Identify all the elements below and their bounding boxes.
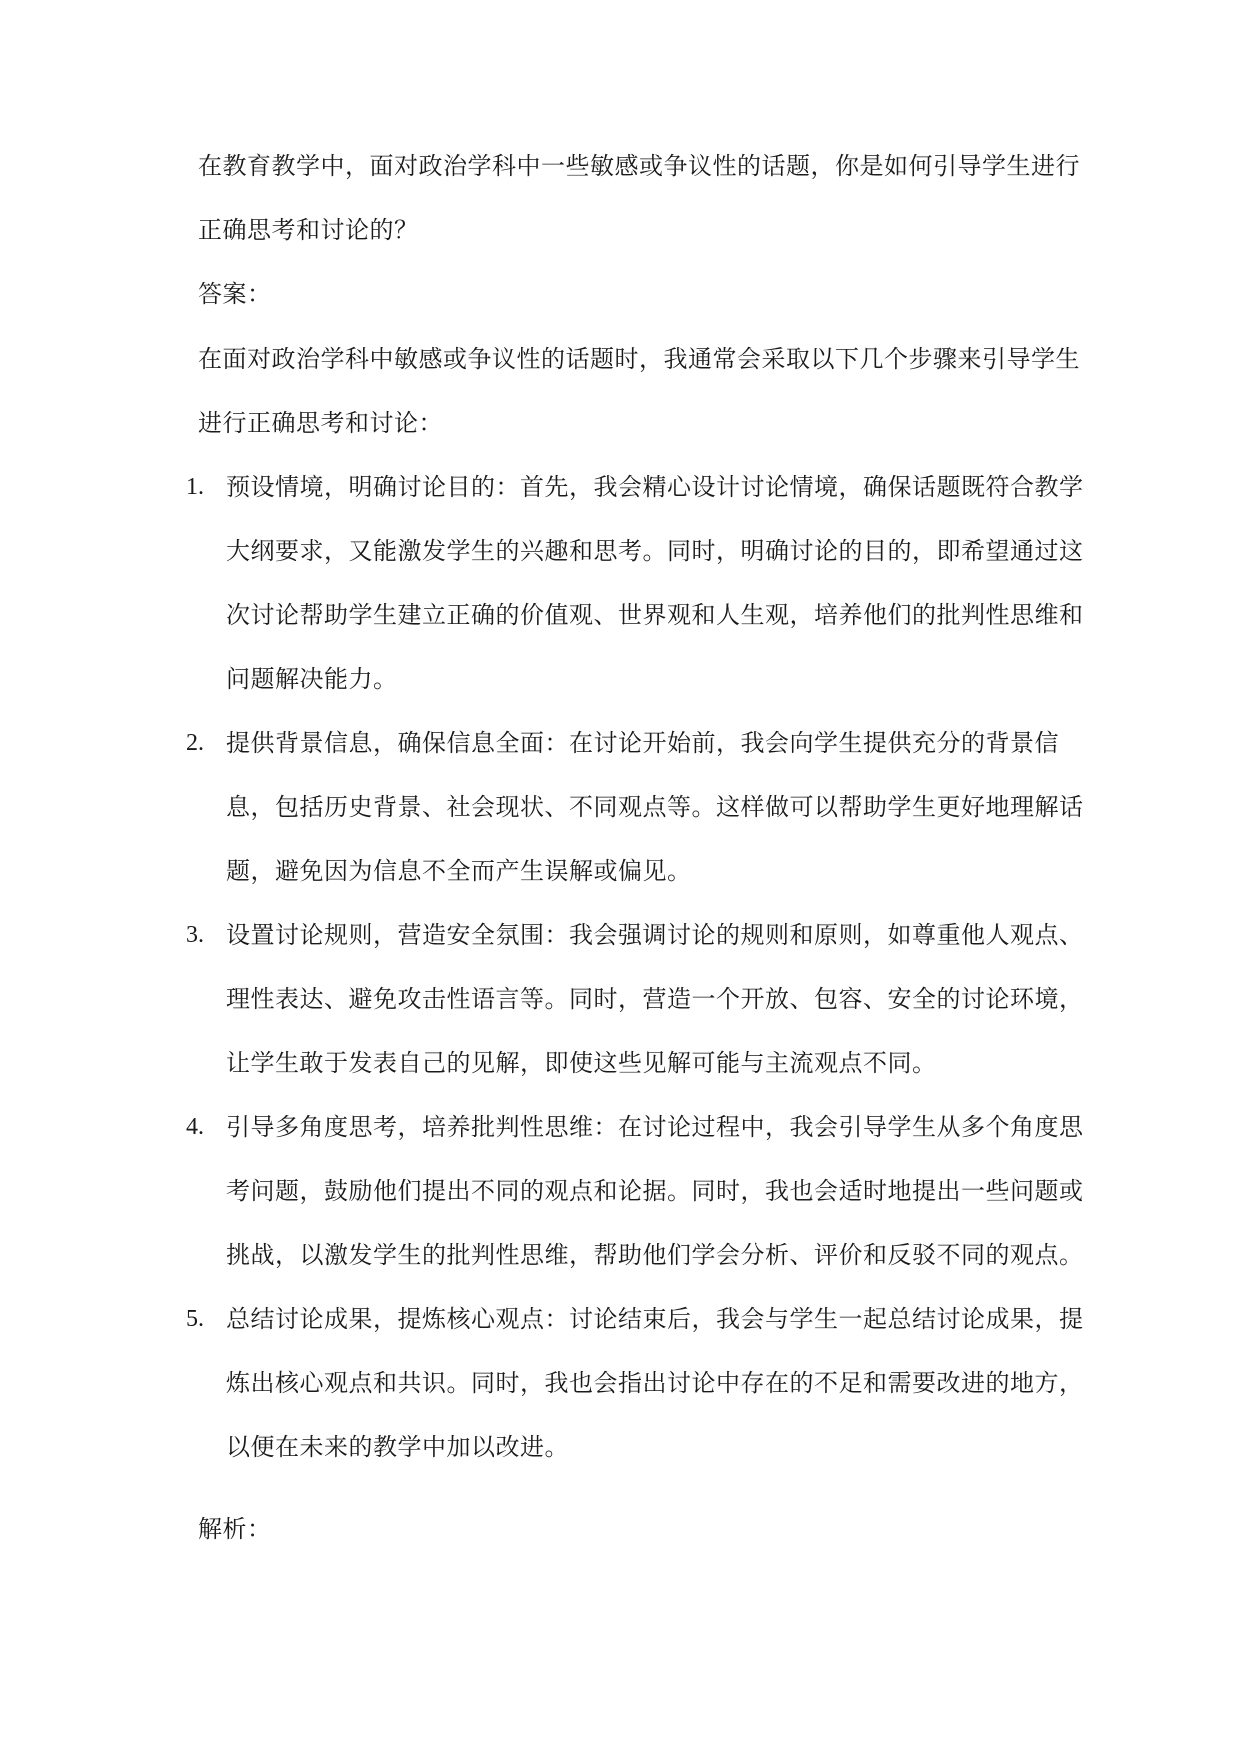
step-number: 2.	[186, 730, 204, 756]
step-number: 5.	[186, 1306, 204, 1332]
answer-label: 答案：	[198, 280, 272, 308]
step-text: 总结讨论成果，提炼核心观点：讨论结束后，我会与学生一起总结讨论成果，提炼出核心观点和共识。同时，我也会指出讨论中存在的不足和需要改进的地方，以便在未来的教学中加以改进。	[226, 1305, 1084, 1461]
answer-intro: 在面对政治学科中敏感或争议性的话题时，我通常会采取以下几个步骤来引导学生进行正确思考和讨论：	[198, 345, 1080, 437]
question-text: 在教育教学中，面对政治学科中一些敏感或争议性的话题，你是如何引导学生进行正确思考和讨论的？	[198, 152, 1080, 244]
step-number: 1.	[186, 474, 204, 500]
list-item	[0, 903, 1241, 1095]
list-item	[0, 455, 1241, 711]
list-item	[0, 1287, 1241, 1479]
analysis-label: 解析：	[198, 1515, 272, 1543]
step-text: 预设情境，明确讨论目的：首先，我会精心设计讨论情境，确保话题既符合教学大纲要求，又能激发学生的兴趣和思考。同时，明确讨论的目的，即希望通过这次讨论帮助学生建立正确的价值观、世界观和人生观，培养他们的批判性思维和问题解决能力。	[226, 473, 1084, 693]
list-item	[0, 1095, 1241, 1287]
step-text: 引导多角度思考，培养批判性思维：在讨论过程中，我会引导学生从多个角度思考问题，鼓励他们提出不同的观点和论据。同时，我也会适时地提出一些问题或挑战，以激发学生的批判性思维，帮助他们学会分析、评价和反驳不同的观点。	[226, 1113, 1084, 1269]
steps-list	[0, 455, 1241, 1479]
step-number: 3.	[186, 922, 204, 948]
step-number: 4.	[186, 1114, 204, 1140]
step-text: 设置讨论规则，营造安全氛围：我会强调讨论的规则和原则，如尊重他人观点、理性表达、避免攻击性语言等。同时，营造一个开放、包容、安全的讨论环境，让学生敢于发表自己的见解，即使这些见解可能与主流观点不同。	[226, 921, 1084, 1077]
step-text: 提供背景信息，确保信息全面：在讨论开始前，我会向学生提供充分的背景信息，包括历史背景、社会现状、不同观点等。这样做可以帮助学生更好地理解话题，避免因为信息不全而产生误解或偏见。	[226, 729, 1084, 885]
list-item	[0, 711, 1241, 903]
